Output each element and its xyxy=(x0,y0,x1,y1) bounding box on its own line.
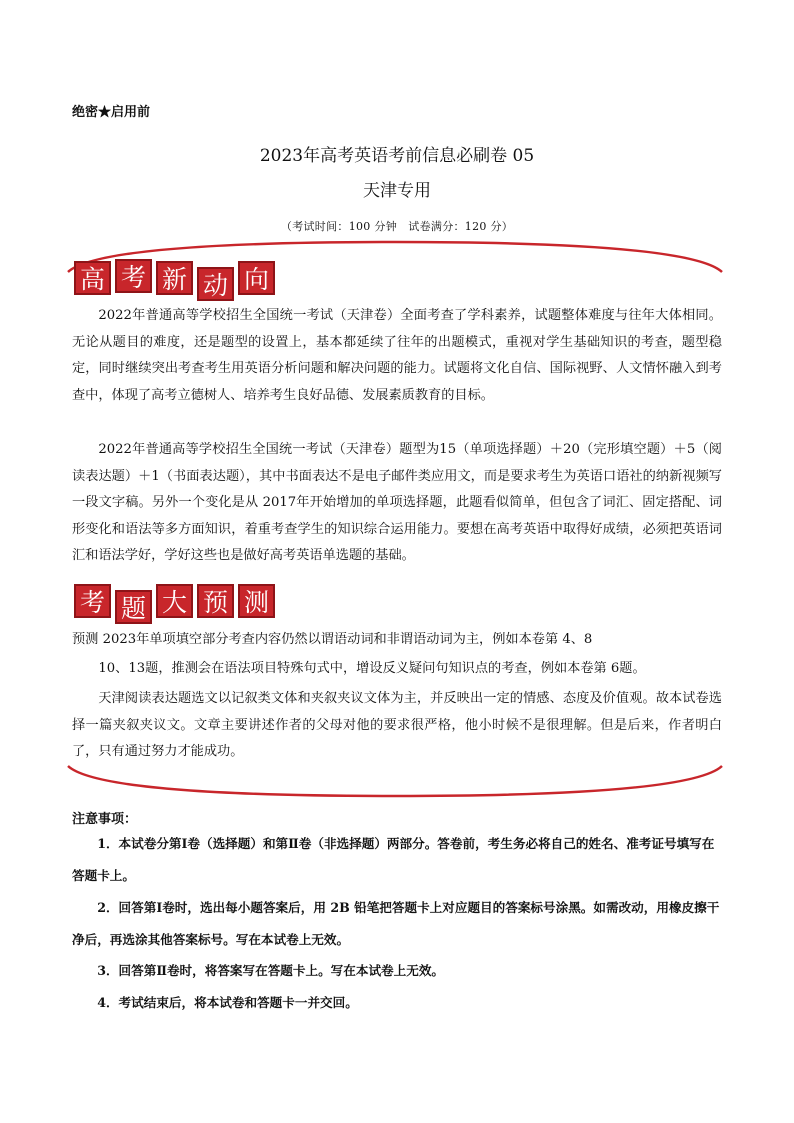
exam-subtitle: 天津专用 xyxy=(363,181,431,201)
exam-time-info: （考试时间：100 分钟 试卷满分：120 分） xyxy=(280,220,514,233)
banner-char: 预 xyxy=(197,584,234,618)
trend-paragraph: 2022年普通高等学校招生全国统一考试（天津卷）题型为15（单项选择题）＋20（完形填空题）＋5（阅读表达题）＋1（书面表达题），其中书面表达不是电子邮件类应用文，而是要求考生为英语口语社的纳新视频写一段文字稿。另外一个变化是从 2017年开始增加的单项选择题，此题看似简单，但包含了词汇、固定搭配、词形变化和语法等多方面知识，着重考查学生的知识综合运用能力。要想在高考英语中取得好成绩，必须把英语词汇和语法学好，学好这些也是做好高考英语单选题的基础。 xyxy=(72,442,722,563)
banner-char: 考 xyxy=(74,584,111,618)
banner-char: 测 xyxy=(238,584,275,618)
note-item: 3．回答第Ⅱ卷时，将答案写在答题卡上。写在本试卷上无效。 xyxy=(97,963,445,978)
banner-char: 动 xyxy=(197,267,234,301)
trend-paragraph: 2022年普通高等学校招生全国统一考试（天津卷）全面考查了学科素养，试题整体难度与往年大体相同。无论从题目的难度，还是题型的设置上，基本都延续了往年的出题模式，重视对学生基础知识的考查，题型稳定，同时继续突出考查考生用英语分析问题和解决问题的能力。试题将文化自信、国际视野、人文情怀融入到考查中，体现了高考立德树人、培养考生良好品德、发展素质教育的目标。 xyxy=(72,308,722,403)
note-item: 4．考试结束后，将本试卷和答题卡一并交回。 xyxy=(97,995,358,1010)
new-trends-banner xyxy=(74,261,275,301)
banner-char: 题 xyxy=(115,590,152,624)
bottom-decorative-arc xyxy=(60,762,730,802)
forecast-paragraph: 天津阅读表达题选文以记叙类文体和夹叙夹议文体为主，并反映出一定的情感、态度及价值观。故本试卷选择一篇夹叙夹议文。文章主要讲述作者的父母对他的要求很严格，他小时候不是很理解。但是后来，作者明白了，只有通过努力才能成功。 xyxy=(72,691,722,759)
notes-title: 注意事项： xyxy=(72,812,138,827)
note-item: 2．回答第Ⅰ卷时，选出每小题答案后，用 2B 铅笔把答题卡上对应题目的答案标号涂黑。如需改动，用橡皮擦干净后，再选涂其他答案标号。写在本试卷上无效。 xyxy=(72,900,720,947)
banner-char: 大 xyxy=(156,584,193,618)
banner-char: 高 xyxy=(74,261,111,295)
banner-char: 新 xyxy=(156,261,193,295)
exam-title: 2023年高考英语考前信息必刷卷 05 xyxy=(259,146,535,166)
forecast-paragraph: 预测 2023年单项填空部分考查内容仍然以谓语动词和非谓语动词为主，例如本卷第 4、8 xyxy=(72,632,593,647)
confidential-label: 绝密★启用前 xyxy=(72,105,151,120)
banner-char: 向 xyxy=(238,261,275,295)
note-item: 1．本试卷分第Ⅰ卷（选择题）和第Ⅱ卷（非选择题）两部分。答卷前，考生务必将自己的姓名、准考证号填写在答题卡上。 xyxy=(72,836,715,883)
banner-char: 考 xyxy=(115,259,152,293)
forecast-banner xyxy=(74,584,275,624)
forecast-paragraph: 10、13题，推测会在语法项目特殊句式中，增设反义疑问句知识点的考查，例如本卷第 6题。 xyxy=(98,661,646,676)
